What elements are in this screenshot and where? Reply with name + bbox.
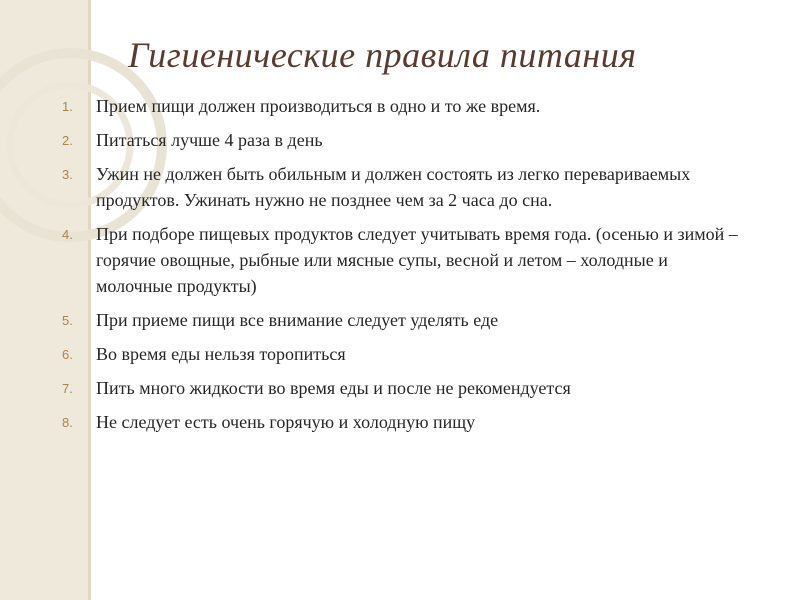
- rule-item-4: [62, 221, 742, 299]
- rule-number: 1.: [62, 99, 73, 114]
- rule-number: 2.: [62, 133, 73, 148]
- rule-text: При приеме пищи все внимание следует уделять еде: [96, 310, 499, 330]
- rule-number: 3.: [62, 167, 73, 182]
- rule-item-5: [62, 307, 742, 333]
- rule-number: 7.: [62, 381, 73, 396]
- rule-number: 8.: [62, 415, 73, 430]
- rule-number: 6.: [62, 347, 73, 362]
- rule-text: Питаться лучше 4 раза в день: [96, 130, 323, 150]
- rule-text: Ужин не должен быть обильным и должен состоять из легко перевариваемых продуктов. Ужинать нужно не позднее чем за 2 часа до сна.: [96, 164, 691, 210]
- rule-text: Пить много жидкости во время еды и после не рекомендуется: [96, 378, 571, 398]
- slide-title: Гигиенические правила питания: [128, 35, 637, 75]
- rule-item-3: [62, 161, 742, 213]
- rule-text: Прием пищи должен производиться в одно и то же время.: [96, 96, 541, 116]
- rules-list: [62, 93, 742, 443]
- rule-item-6: [62, 341, 742, 367]
- rule-item-8: [62, 409, 742, 435]
- rule-number: 5.: [62, 313, 73, 328]
- rule-text: Во время еды нельзя торопиться: [96, 344, 346, 364]
- rule-number: 4.: [62, 227, 73, 242]
- rule-text: Не следует есть очень горячую и холодную пищу: [96, 412, 476, 432]
- rule-item-1: [62, 93, 742, 119]
- rule-item-2: [62, 127, 742, 153]
- rule-item-7: [62, 375, 742, 401]
- rule-text: При подборе пищевых продуктов следует учитывать время года. (осенью и зимой – горячие овощные, рыбные или мясные супы, весной и летом – холодные и молочные продукты): [96, 224, 738, 296]
